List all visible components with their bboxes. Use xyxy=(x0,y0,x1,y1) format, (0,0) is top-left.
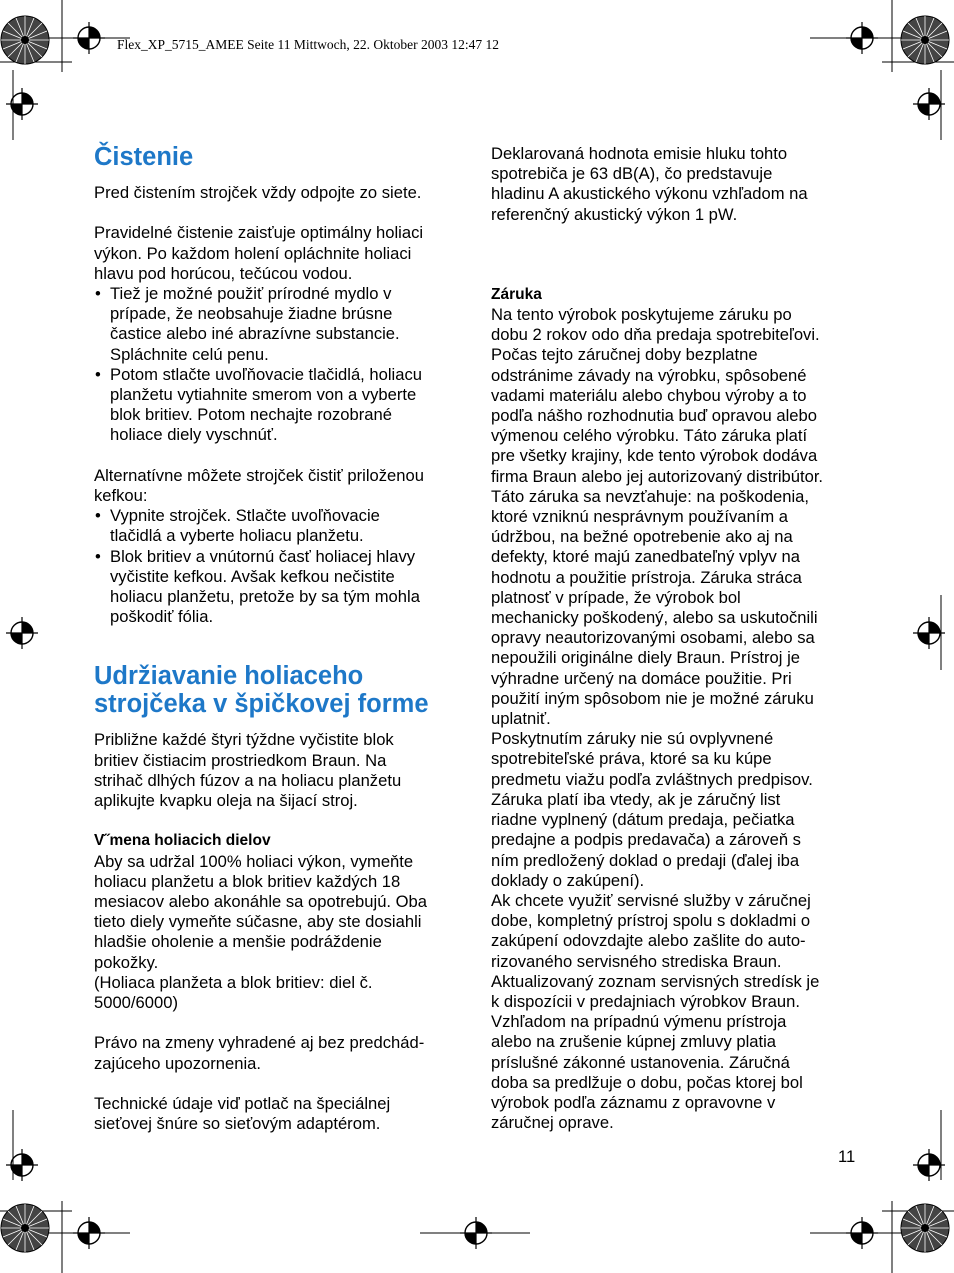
paragraph-regular-cleaning: Pravidelné čistenie zaisťuje optimálny holiaci výkon. Po každom holení opláchnite holiaci hlavu pod horúcou, tečúcou vodou. xyxy=(94,223,424,283)
paragraph-brush-cleaning: Alternatívne môžete strojček čistiť priloženou kefkou: xyxy=(94,465,424,506)
list-item: • Vypnite strojček. Stlačte uvoľňovacie tlačidlá a vyberte holiacu planžetu. xyxy=(94,506,466,546)
bullet-list-rinse xyxy=(94,284,466,446)
page-number: 11 xyxy=(838,1147,856,1166)
right-column xyxy=(491,144,863,1133)
subheading-warranty: Záruka xyxy=(491,285,542,303)
paragraph-unplug: Pred čistením strojček vždy odpojte zo siete. xyxy=(94,183,422,202)
subheading-replacing-parts: V˝mena holiacich dielov xyxy=(94,832,271,850)
paragraph-technical-data: Technické údaje viď potlač na špeciálnej sieťovej šnúre so sieťovým adaptérom. xyxy=(94,1094,391,1134)
paragraph-warranty: Na tento výrobok poskytujeme záruku po dobu 2 rokov odo dňa predaja spotrebiteľovi. Počas tejto záručnej doby bezplatne odstránime závady na výrobku, spôsobené vadami materiálu alebo chybou výroby a to podľa nášho rozhodnutia buď opravou alebo výmenou celého výrobku. Táto záruka platí pre všetky krajiny, kde tento výrobok dodáva firma Braun alebo jej autorizovaný distribútor. Táto záruka sa nevzťahuje: na poškodenia, ktoré vzniknú nesprávnym používaním a údržbou, na bežné opotrebenie ako aj na defekty, ktoré majú zanedbateľný vplyv na hodnotu a použitie prístroja. Záruka stráca platnosť v prípade, že výrobok bol mechanicky poškodený, alebo sa uskutočnili opravy neautorizovanými osobami, alebo sa nepoužili originálne diely Braun. Prístroj je výhradne určený na domáce použitie. Pri použití iným spôsobom nie je možné záruku uplatniť. Poskytnutím záruky nie sú ovplyvnené spotrebiteľské práva, ktoré sa ku kúpe predmetu viažu podľa zvláštnych predpisov. Záruka platí iba vtedy, ak je záručný list riadne vyplnený (dátum predaja, pečiatka predajne a podpis predavača) a zároveň s ním predložený doklad o predaji (ďalej iba doklady o zakúpení). Ak chcete využiť servisné služby v záručnej dobe, kompletný prístroj spolu s dokladmi o zakúpení odovzdajte alebo zašlite do auto- rizovaného servisného strediska Braun. Aktualizovaný zoznam servisných stredísk je k dispozícii v predajniach výrobkov Braun. Vzhľadom na prípadnú výmenu prístroja alebo na zrušenie kúpnej zmluvy platia príslušné zákonné ustanovenia. Záručná doba sa predlžuje o dobu, počas ktorej bol výrobok podľa záznamu z opravovne v záručnej oprave. xyxy=(491,305,824,1133)
left-column xyxy=(94,143,466,1134)
list-item: • Tiež je možné použiť prírodné mydlo v prípade, že neobsahuje žiadne brúsne častice alebo iné abrazívne substancie. Spláchnite celú penu. xyxy=(94,284,466,365)
paragraph-oil: Približne každé štyri týždne vyčistite blok britiev čistiacim prostriedkom Braun. Na strihač dlhých fúzov a na holiacu planžetu aplikujte kvapku oleja na šijací stroj. xyxy=(94,730,402,811)
print-slug-line: Flex_XP_5715_AMEE Seite 11 Mittwoch, 22. Oktober 2003 12:47 12 xyxy=(117,37,499,52)
bullet-list-brush xyxy=(94,506,466,627)
list-item: • Potom stlačte uvoľňovacie tlačidlá, holiacu planžetu vytiahnite smerom von a vyberte blok britiev. Potom nechajte rozobrané holiace diely vyschnúť. xyxy=(94,365,466,446)
paragraph-noise-emission: Deklarovaná hodnota emisie hluku tohto spotrebiča je 63 dB(A), čo predstavuje hladinu A akustického výkonu vzhľadom na referenčný akustický výkon 1 pW. xyxy=(491,144,808,224)
list-item: • Blok britiev a vnútornú časť holiacej hlavy vyčistite kefkou. Avšak kefkou nečistite holiacu planžetu, pretože by sa tým mohla poškodiť fólia. xyxy=(94,547,466,628)
paragraph-rights-reserved: Právo na zmeny vyhradené aj bez predchád- zajúceho upozornenia. xyxy=(94,1033,425,1073)
heading-keep-in-shape: Udržiavanie holiaceho strojčeka v špičkovej forme xyxy=(94,662,429,719)
heading-cleaning: Čistenie xyxy=(94,143,194,171)
paragraph-replacing-parts: Aby sa udržal 100% holiaci výkon, vymeňte holiacu planžetu a blok britiev každých 18 mesiacov alebo akonáhle sa opotrebujú. Oba tieto diely vymeňte súčasne, aby ste dosiahli hladšie oholenie a menšie podráždenie pokožky. (Holiaca planžeta a blok britiev: diel č. 5000/6000) xyxy=(94,851,428,1013)
